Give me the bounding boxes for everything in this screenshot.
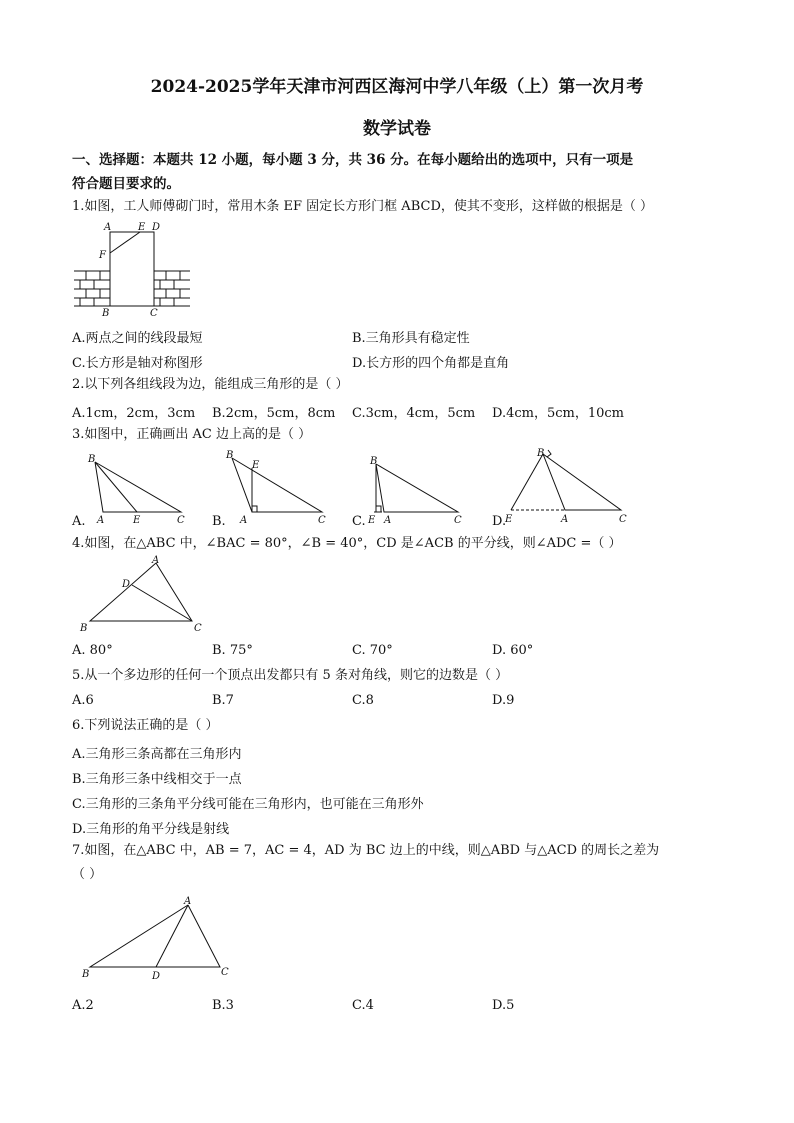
- svg-text:C: C: [619, 514, 627, 525]
- q5-option-a: A.6: [72, 693, 94, 708]
- q3-option-a: A.: [72, 514, 86, 529]
- q3-option-b: B.: [212, 514, 226, 529]
- svg-text:C: C: [318, 515, 326, 526]
- q1-label-a: A: [104, 222, 112, 233]
- q2-option-a: A.1cm，2cm，3cm: [72, 406, 196, 421]
- q4-figure-triangle: [78, 555, 208, 635]
- q3-figure-a: [85, 450, 195, 530]
- q1-option-d: D.长方形的四个角都是直角: [352, 356, 510, 371]
- q3-figure-c: [362, 450, 472, 530]
- svg-text:E: E: [133, 515, 141, 526]
- svg-text:D: D: [152, 971, 161, 982]
- q4-option-c: C. 70°: [352, 643, 393, 658]
- svg-text:B: B: [82, 969, 90, 980]
- q3-option-c: C.: [352, 514, 366, 529]
- svg-text:C: C: [221, 967, 229, 978]
- q1-option-b: B.三角形具有稳定性: [352, 331, 470, 346]
- svg-text:B: B: [226, 450, 234, 461]
- q2-option-d: D.4cm，5cm，10cm: [492, 406, 624, 421]
- document-title: 2024-2025学年天津市河西区海河中学八年级（上）第一次月考: [150, 77, 644, 97]
- q4-option-b: B. 75°: [212, 643, 253, 658]
- q6-stem: 6.下列说法正确的是（ ）: [72, 718, 219, 733]
- svg-text:B: B: [88, 454, 96, 465]
- svg-text:E: E: [252, 460, 260, 471]
- section-header-line1: 一、选择题：本题共 12 小题，每小题 3 分，共 36 分。在每小题给出的选项中，只有一项是: [72, 152, 634, 168]
- document-subtitle: 数学试卷: [363, 119, 431, 139]
- q2-option-b: B.2cm，5cm，8cm: [212, 406, 336, 421]
- q7-stem-blank: （ ）: [72, 867, 103, 882]
- svg-text:B: B: [537, 448, 545, 459]
- q4-option-d: D. 60°: [492, 643, 534, 658]
- q6-option-c: C.三角形的三条角平分线可能在三角形内，也可能在三角形外: [72, 797, 424, 812]
- q4-option-a: A. 80°: [72, 643, 113, 658]
- q7-figure-triangle: [80, 895, 240, 990]
- svg-text:D: D: [122, 579, 131, 590]
- q4-stem: 4.如图，在△ABC 中，∠BAC = 80°，∠B = 40°，CD 是∠ACB 的平分线，则∠ADC =（ ）: [72, 536, 622, 551]
- svg-text:A: A: [561, 514, 569, 525]
- q5-option-c: C.8: [352, 693, 374, 708]
- section-header-line2: 符合题目要求的。: [72, 176, 180, 192]
- q3-option-d: D.: [492, 514, 507, 529]
- q1-label-b: B: [102, 308, 110, 319]
- q1-label-d: D: [152, 222, 161, 233]
- q1-figure-door-frame: [72, 218, 192, 320]
- svg-text:A: A: [384, 515, 392, 526]
- svg-text:B: B: [80, 623, 88, 634]
- q6-option-d: D.三角形的角平分线是射线: [72, 822, 230, 837]
- q6-option-b: B.三角形三条中线相交于一点: [72, 772, 242, 787]
- svg-text:C: C: [177, 515, 185, 526]
- q1-option-c: C.长方形是轴对称图形: [72, 356, 203, 371]
- svg-text:A: A: [240, 515, 248, 526]
- q7-option-a: A.2: [72, 998, 94, 1013]
- q7-stem: 7.如图，在△ABC 中，AB = 7，AC = 4，AD 为 BC 边上的中线，则△ABD 与△ACD 的周长之差为: [72, 843, 660, 858]
- q5-stem: 5.从一个多边形的任何一个顶点出发都只有 5 条对角线，则它的边数是（ ）: [72, 668, 509, 683]
- q2-stem: 2.以下列各组线段为边，能组成三角形的是（ ）: [72, 377, 349, 392]
- q5-option-b: B.7: [212, 693, 234, 708]
- q6-option-a: A.三角形三条高都在三角形内: [72, 747, 242, 762]
- svg-text:C: C: [454, 515, 462, 526]
- svg-text:E: E: [368, 515, 376, 526]
- q5-option-d: D.9: [492, 693, 515, 708]
- q1-label-e: E: [138, 222, 146, 233]
- svg-text:C: C: [194, 623, 202, 634]
- q3-figure-d: [503, 446, 633, 530]
- q1-option-a: A.两点之间的线段最短: [72, 331, 203, 346]
- q1-label-c: C: [150, 308, 158, 319]
- q3-figure-b: [222, 450, 332, 530]
- svg-text:A: A: [184, 896, 192, 907]
- q7-option-c: C.4: [352, 998, 374, 1013]
- q7-option-d: D.5: [492, 998, 515, 1013]
- q1-stem: 1.如图，工人师傅砌门时，常用木条 EF 固定长方形门框 ABCD，使其不变形，这样做的根据是（ ）: [72, 199, 653, 214]
- svg-text:A: A: [97, 515, 105, 526]
- q7-option-b: B.3: [212, 998, 234, 1013]
- svg-text:B: B: [370, 456, 378, 467]
- q1-label-f: F: [99, 250, 106, 261]
- q3-stem: 3.如图中，正确画出 AC 边上高的是（ ）: [72, 427, 312, 442]
- svg-text:E: E: [505, 514, 513, 525]
- svg-text:A: A: [152, 555, 160, 566]
- q2-option-c: C.3cm，4cm，5cm: [352, 406, 476, 421]
